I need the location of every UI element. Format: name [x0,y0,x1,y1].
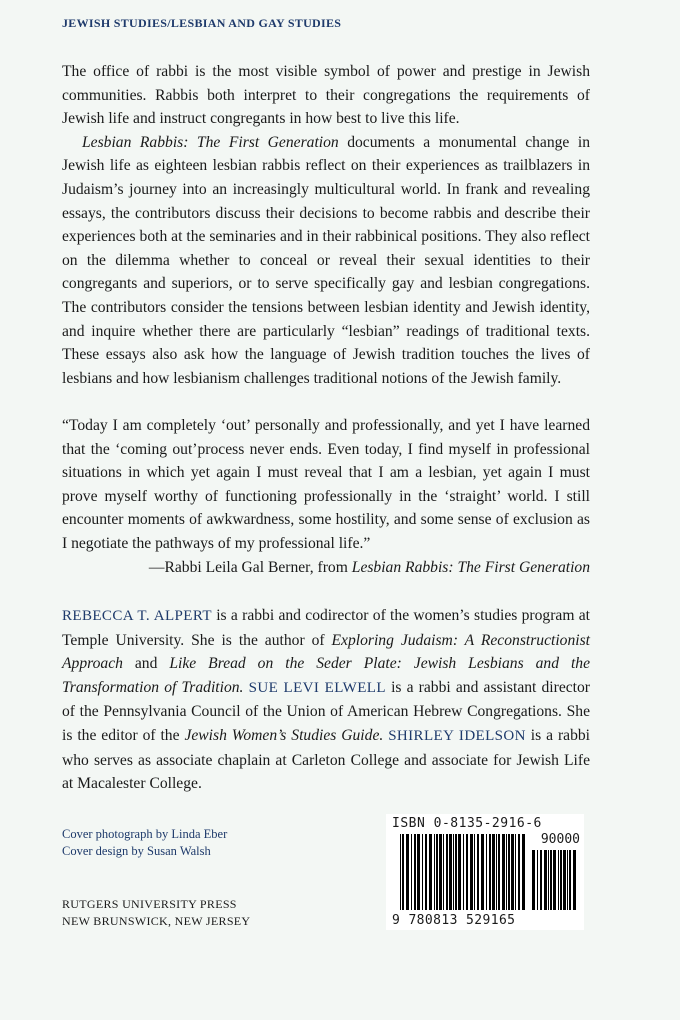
description-paragraph-1: The office of rabbi is the most visible symbol of power and prestige in Jewish communities. Rabbis both interpret to their congregations the requirements of Jewish life and instruct congregants in how best to live this life. [62,63,590,128]
isbn-barcode [386,814,584,930]
addon-barcode-bars [532,850,578,910]
barcode-bar [466,834,468,910]
barcode-bar [489,834,491,910]
barcode-bar [502,834,505,910]
barcode-bar [470,834,473,910]
barcode-bar [411,834,412,910]
barcode-bar [436,834,438,910]
description-text: documents a monumental change in Jewish life as eighteen lesbian rabbis reflect on their experiences as trailblazers in Judaism’s journey into an increasingly multicultural world. In frank and revealing essays, the contributors discuss their decisions to become rabbis and describe their experiences both at the seminaries and in their rabbinical positions. They also reflect on the dilemma whether to conceal or reveal their sexual identities to their congregants and superiors, or to serve specifically gay and lesbian congregations. The contributors consider the tensions between lesbian identity and Jewish identity, and inquire whether there are particularly “lesbian” readings of traditional texts. These essays also ask how the language of Jewish tradition touches the lives of lesbians and how lesbianism challenges traditional notions of the Jewish family. [62,133,590,387]
barcode-bar [492,834,495,910]
barcode-bar [498,834,500,910]
barcode-bar [515,834,516,910]
barcode-bar [508,834,510,910]
barcode-bar [439,834,442,910]
book-title: Jewish Women’s Studies Guide. [184,726,384,744]
barcode-bar [550,850,552,910]
barcode-bar [486,834,487,910]
ean-digits: 9 780813 529165 [392,913,516,928]
barcode-bar [567,850,568,910]
barcode-bar [449,834,452,910]
author-bios [62,604,590,796]
bio-text: is a rabbi and assistant director of the Pennsylvania Council of the Union of American Hebrew Congregations. She is the editor of the [62,678,590,744]
attribution-title: Lesbian Rabbis: The First Generation [351,558,590,576]
bio-text: is a rabbi who serves as associate chaplain at Carleton College and associate for Jewish Life at Macalester College. [62,726,590,793]
barcode-bar [406,834,409,910]
barcode-bar [532,850,535,910]
testimonial-quote [62,414,590,579]
barcode-bar [400,834,401,910]
barcode-bar [474,834,475,910]
barcode-bar [414,834,416,910]
design-credit: Cover design by Susan Walsh [62,844,211,858]
author-name-alpert: REBECCA T. ALPERT [62,608,212,624]
author-name-elwell: SUE LEVI ELWELL [248,679,386,696]
book-title: Exploring Judaism: A Reconstructionist Approach [62,631,590,673]
price-code: 90000 [540,832,580,847]
barcode-bar [544,850,547,910]
publisher-imprint [62,896,250,930]
photo-credit: Cover photograph by Linda Eber [62,827,228,841]
barcode-bar [481,834,484,910]
ean-barcode-bars [400,834,528,910]
quote-attribution [62,556,590,580]
isbn-number: ISBN 0-8135-2916-6 [392,816,542,831]
barcode-bar [569,850,571,910]
barcode-bar [425,834,427,910]
barcode-bar [458,834,461,910]
bio-text: is a rabbi and codirector of the women’s studies program at Temple University. She is the author of [62,607,590,649]
barcode-bar [522,834,525,910]
attribution-author: —Rabbi Leila Gal Berner, from [148,558,352,576]
barcode-bar [496,834,497,910]
book-description [62,60,590,390]
barcode-bar [537,850,538,910]
barcode-bar [463,834,464,910]
publisher-name: RUTGERS UNIVERSITY PRESS [62,897,237,911]
book-title: Lesbian Rabbis: The First Generation [82,133,339,151]
barcode-bar [477,834,479,910]
barcode-bar [511,834,514,910]
bio-text: and [122,655,170,673]
barcode-bar [563,850,566,910]
barcode-bar [402,834,404,910]
barcode-bar [446,834,448,910]
barcode-bar [417,834,420,910]
category-label: JEWISH STUDIES/LESBIAN AND GAY STUDIES [62,16,342,30]
barcode-bar [506,834,507,910]
barcode-bar [558,850,559,910]
barcode-bar [453,834,454,910]
barcode-bar [429,834,432,910]
barcode-bar [548,850,549,910]
cover-credits [62,826,227,860]
description-paragraph-2 [62,131,590,391]
barcode-bar [443,834,444,910]
barcode-bar [422,834,423,910]
barcode-bar [434,834,435,910]
barcode-bar [518,834,520,910]
barcode-bar [553,850,556,910]
barcode-bar [573,850,576,910]
author-name-idelson: SHIRLEY IDELSON [388,727,526,744]
publisher-location: NEW BRUNSWICK, NEW JERSEY [62,914,251,928]
quote-text: “Today I am completely ‘out’ personally and professionally, and yet I have learned that the ‘coming out’process never ends. Even today, I find myself in professional situations in which yet again I must reveal that I am a lesbian, yet again I must prove myself worthy of functioning professionally in the ‘straight’ world. I still encounter moments of awkwardness, some hostility, and some sense of exclusion as I negotiate the pathways of my professional life.” [62,417,590,552]
barcode-bar [540,850,542,910]
book-title: Like Bread on the Seder Plate: Jewish Lesbians and the Transformation of Tradition. [62,655,590,696]
barcode-bar [455,834,457,910]
barcode-bar [560,850,562,910]
